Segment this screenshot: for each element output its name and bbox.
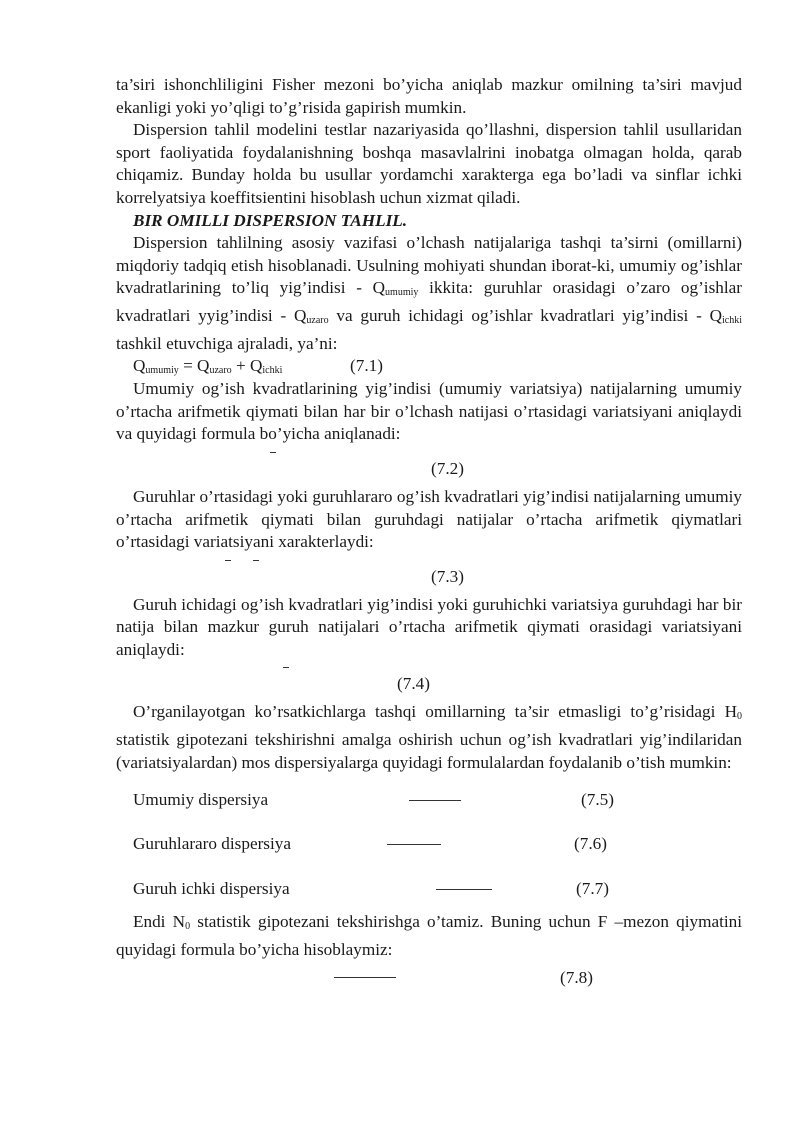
fraction-bar bbox=[387, 844, 441, 845]
paragraph-hypothesis: O’rganilayotgan ko’rsatkichlarga tashqi omillarning ta’sir etmasligi to’g’risidagi $H_0$ statistik gipotezani tekshirishni amalga oshirish uchun og’ish kvadratlari yig’indilaridan (variatsiyalardan) mos dispersiyalarga quyidagi formulalardan foydalanib o’tish mumkin: bbox=[116, 702, 742, 772]
mean-bar-mark bbox=[270, 452, 276, 453]
paragraph-dispersion-task: Dispersion tahlilning asosiy vazifasi o’lchash natijalariga tashqi ta’sirni (omillarni) miqdoriy tadqiq etish hisoblanadi. Usulning mohiyati shundan iborat-ki, umumiy og’ishlar kvadratlarining to’liq yig’indisi - $Q_{umumiy}$ ikkita: guruhlar orasidagi o’zaro og’ishlar kvadratlari yyig’indisi - $Q_{uzaro}$ va guruh ichidagi og’ishlar kvadratlari yig’indisi - $Q_{ichki}$ tashkil etuvchiga ajraladi, ya’ni: bbox=[116, 233, 742, 353]
equation-7-8-number: (7.8) bbox=[560, 968, 593, 988]
document-page bbox=[116, 74, 742, 1001]
paragraph-fisher: ta’siri ishonchliligini Fisher mezoni bo’yicha aniqlab mazkur omilning ta’siri mavjud ekanligi yoki yo’qligi to’g’risida gapirish mumkin. bbox=[116, 75, 742, 117]
mean-bar-mark bbox=[225, 560, 231, 561]
equation-7-1 bbox=[116, 355, 742, 378]
dispersion-row-between bbox=[116, 831, 742, 873]
dispersion-row-within bbox=[116, 873, 742, 911]
equation-7-2-number: (7.2) bbox=[431, 458, 464, 478]
equation-7-4-number: (7.4) bbox=[397, 674, 430, 694]
dispersion-row-total bbox=[116, 789, 742, 831]
mean-bar-mark bbox=[283, 667, 289, 668]
equation-7-3 bbox=[116, 554, 742, 594]
equation-7-2 bbox=[116, 446, 742, 486]
dispersion-label: Umumiy dispersiya bbox=[133, 790, 269, 810]
paragraph-within-group: Guruh ichidagi og’ish kvadratlari yig’indisi yoki guruhichki variatsiya guruhdagi har bir natija bilan mazkur guruh natijalari o’rtacha arifmetik qiymati orasidagi variatsiyani aniqlaydi: bbox=[116, 594, 742, 659]
paragraph-total-variation: Umumiy og’ish kvadratlarining yig’indisi (umumiy variatsiya) natijalarning umumiy o’rtacha arifmetik qiymati bilan har bir o’lchash natijasi o’rtasidagi variatsiyani aniqlaydi va quyidagi formula bo’yicha aniqlanadi: bbox=[116, 379, 742, 444]
equation-7-7-number: (7.7) bbox=[576, 879, 609, 899]
equation-7-1-formula: $Q_{umumiy} = Q_{uzaro} + Q_{ichki}$ bbox=[133, 356, 283, 377]
equation-7-4 bbox=[116, 661, 742, 701]
fraction-bar bbox=[436, 889, 492, 890]
paragraph-f-criterion: Endi $N_0$ statistik gipotezani tekshirishga o’tamiz. Buning uchun F –mezon qiymatini quyidagi formula bo’yicha hisoblaymiz: bbox=[116, 912, 743, 959]
mean-bar-mark bbox=[253, 560, 259, 561]
equation-7-3-number: (7.3) bbox=[431, 566, 464, 586]
dispersion-label: Guruhlararo dispersiya bbox=[133, 834, 291, 854]
fraction-bar bbox=[334, 977, 396, 978]
fraction-bar bbox=[409, 800, 461, 801]
paragraph-between-groups: Guruhlar o’rtasidagi yoki guruhlararo og’ish kvadratlari yig’indisi natijalarning umumiy o’rtacha arifmetik qiymati bilan guruhdagi natijalar o’rtacha arifmetik qiymatlari o’rtasidagi variatsiyani xarakterlaydi: bbox=[116, 486, 742, 552]
dispersion-label: Guruh ichki dispersiya bbox=[133, 879, 290, 899]
equation-7-5-number: (7.5) bbox=[581, 790, 614, 810]
paragraph-intro: Dispersion tahlil modelini testlar nazariyasida qo’llashni, dispersion tahlil usullaridan sport faoliyatida foydalanishning boshqa masavlalrini inobatga olmagan holda, qarab chiqamiz. Bunday holda bu usullar yordamchi xarakterga ega bo’ladi va sinflar ichki korrelyatsiya koeffitsientini hisoblash uchun xizmat qiladi. bbox=[116, 120, 742, 207]
equation-7-8 bbox=[116, 961, 742, 1001]
equation-7-1-number: (7.1) bbox=[350, 356, 383, 376]
section-heading: BIR OMILLI DISPERSION TAHLIL. bbox=[133, 210, 408, 230]
equation-7-6-number: (7.6) bbox=[574, 834, 607, 854]
